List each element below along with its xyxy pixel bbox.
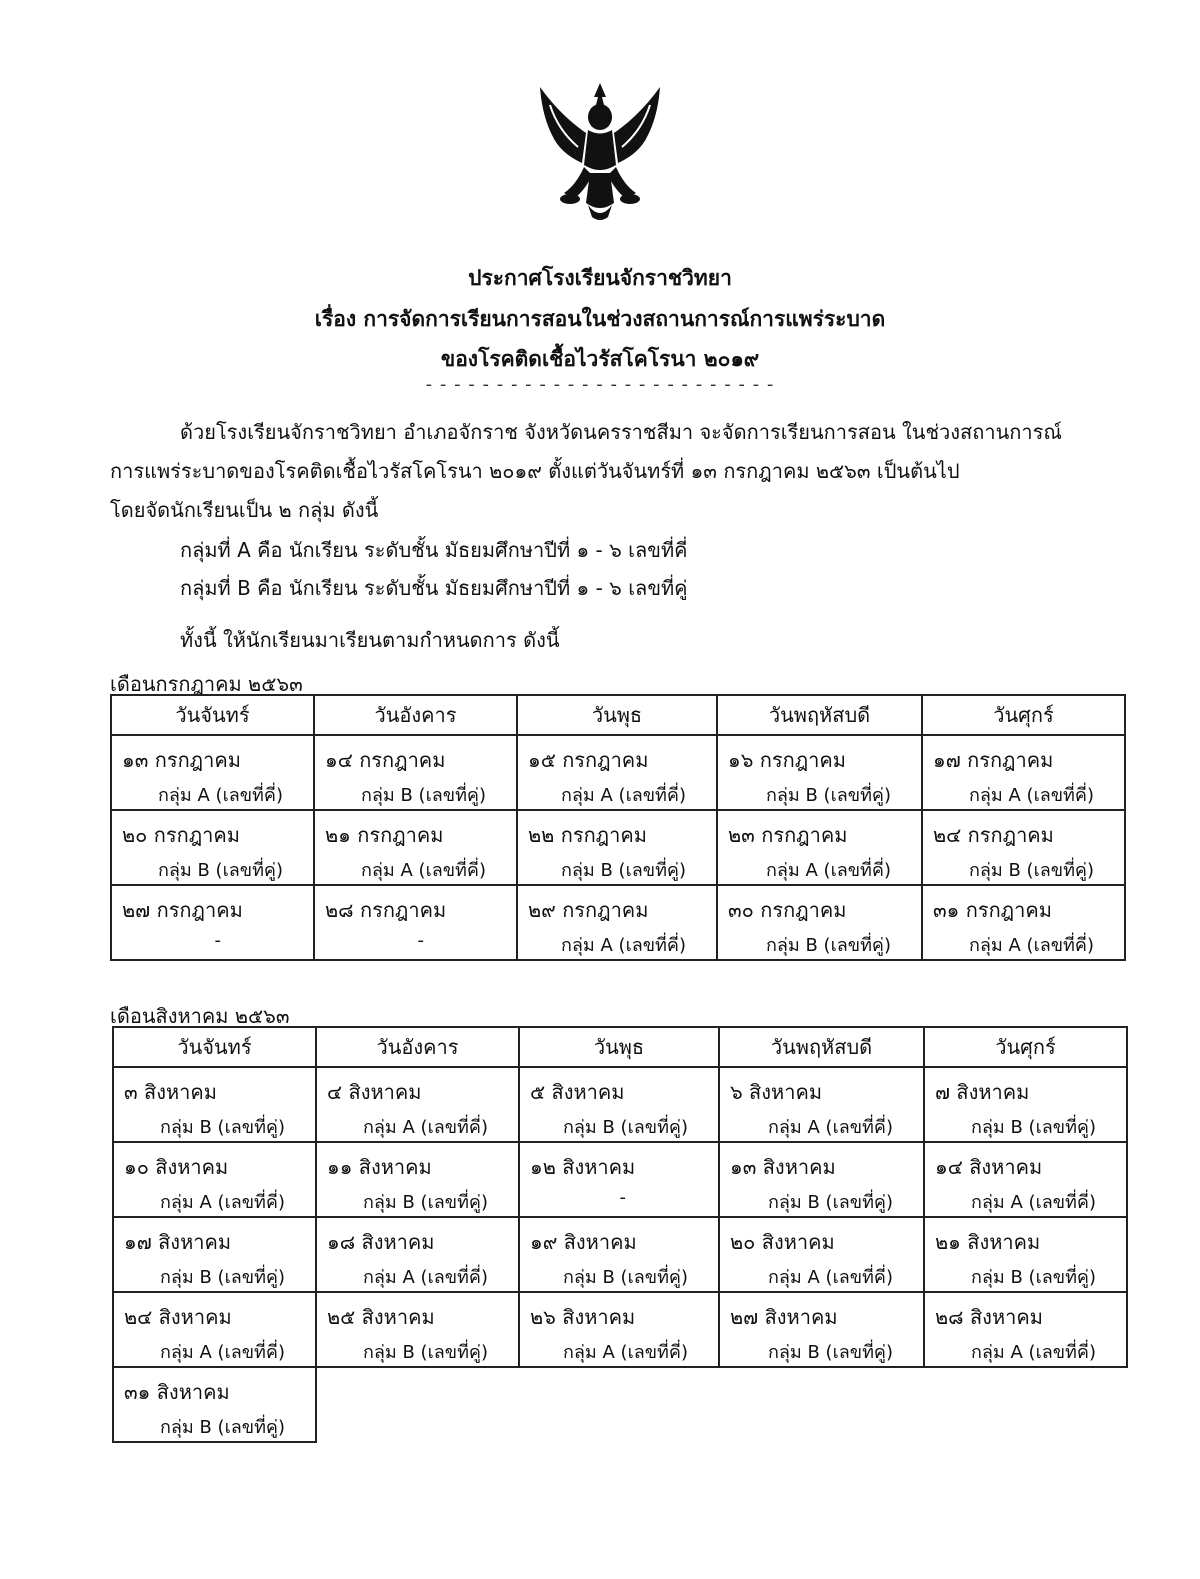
- schedule-cell: [316, 1142, 519, 1217]
- divider: - - - - - - - - - - - - - - - - - - - - - - - - -: [425, 374, 775, 395]
- schedule-cell: [316, 1292, 519, 1367]
- cell-date: ๒๘ กรกฎาคม: [325, 898, 447, 922]
- schedule-cell: [113, 1067, 316, 1142]
- cell-date: ๑๐ สิงหาคม: [124, 1155, 229, 1179]
- cell-group: กลุ่ม A (เลขที่คี่): [160, 1342, 285, 1363]
- no-class-marker: -: [214, 930, 221, 951]
- cell-date: ๒๐ สิงหาคม: [730, 1230, 835, 1254]
- cell-group: กลุ่ม B (เลขที่คู่): [360, 785, 486, 806]
- july-label: เดือนกรกฎาคม ๒๕๖๓: [110, 672, 303, 696]
- schedule-cell: [717, 735, 922, 810]
- cell-date: ๒๓ กรกฎาคม: [728, 823, 848, 847]
- cell-date: ๒๔ กรกฎาคม: [933, 823, 1054, 847]
- schedule-cell: [111, 810, 314, 885]
- cell-date: ๒๙ กรกฎาคม: [528, 898, 649, 922]
- cell-group: กลุ่ม A (เลขที่คี่): [561, 935, 686, 956]
- table-row: [113, 1292, 1127, 1367]
- schedule-cell: [922, 735, 1125, 810]
- schedule-cell: [517, 810, 717, 885]
- cell-date: ๔ สิงหาคม: [327, 1080, 422, 1104]
- cell-group: กลุ่ม B (เลขที่คู่): [970, 1117, 1096, 1138]
- august-schedule-table: [112, 1026, 1128, 1443]
- schedule-cell: [519, 1292, 719, 1367]
- cell-group: กลุ่ม B (เลขที่คู่): [157, 860, 283, 881]
- empty-cell: [719, 1367, 924, 1442]
- cell-group: กลุ่ม B (เลขที่คู่): [159, 1267, 285, 1288]
- cell-group: กลุ่ม A (เลขที่คี่): [969, 935, 1094, 956]
- cell-date: ๑๔ สิงหาคม: [935, 1155, 1043, 1179]
- table-row: [113, 1217, 1127, 1292]
- table-row: [113, 1142, 1127, 1217]
- schedule-cell: [922, 885, 1125, 960]
- paragraph-line-2: การแพร่ระบาดของโรคติดเชื้อไวรัสโคโรนา ๒๐๑๙ ตั้งแต่วันจันทร์ที่ ๑๓ กรกฎาคม ๒๕๖๓ เป็นต้นไป: [110, 459, 960, 483]
- header-tuesday: วันอังคาร: [316, 1027, 519, 1067]
- schedule-cell: [719, 1142, 924, 1217]
- header-wednesday: วันพุธ: [517, 695, 717, 735]
- schedule-cell: [924, 1292, 1127, 1367]
- header-friday: วันศุกร์: [922, 695, 1125, 735]
- cell-group: กลุ่ม A (เลขที่คี่): [158, 785, 283, 806]
- announcement-subject-cont: ของโรคติดเชื้อไวรัสโคโรนา ๒๐๑๙: [440, 347, 760, 371]
- cell-group: กลุ่ม A (เลขที่คี่): [563, 1342, 688, 1363]
- cell-date: ๑๓ สิงหาคม: [730, 1155, 836, 1179]
- cell-date: ๕ สิงหาคม: [530, 1080, 625, 1104]
- schedule-cell: [113, 1292, 316, 1367]
- cell-date: ๑๓ กรกฎาคม: [122, 748, 241, 772]
- schedule-cell: [719, 1217, 924, 1292]
- cell-date: ๑๗ กรกฎาคม: [933, 748, 1054, 772]
- schedule-cell: [717, 810, 922, 885]
- group-a-definition: กลุ่มที่ A คือ นักเรียน ระดับชั้น มัธยมศึกษาปีที่ ๑ - ๖ เลขที่คี่: [180, 538, 688, 562]
- header-wednesday: วันพุธ: [519, 1027, 719, 1067]
- schedule-cell: [113, 1217, 316, 1292]
- schedule-cell: [314, 810, 517, 885]
- schedule-cell: [924, 1142, 1127, 1217]
- cell-date: ๒๒ กรกฎาคม: [528, 823, 647, 847]
- table-row: [111, 735, 1125, 810]
- cell-group: กลุ่ม A (เลขที่คี่): [160, 1192, 285, 1213]
- cell-group: กลุ่ม A (เลขที่คี่): [363, 1117, 488, 1138]
- august-label: เดือนสิงหาคม ๒๕๖๓: [110, 1004, 290, 1028]
- cell-date: ๑๘ สิงหาคม: [327, 1230, 435, 1254]
- schedule-cell: [113, 1142, 316, 1217]
- schedule-cell: [519, 1217, 719, 1292]
- cell-date: ๖ สิงหาคม: [730, 1080, 823, 1104]
- schedule-cell: [517, 885, 717, 960]
- cell-date: ๑๒ สิงหาคม: [530, 1155, 636, 1179]
- announcement-subject: เรื่อง การจัดการเรียนการสอนในช่วงสถานการณ์การแพร่ระบาด: [314, 307, 886, 331]
- cell-date: ๓๑ กรกฎาคม: [933, 898, 1052, 922]
- schedule-cell: [517, 735, 717, 810]
- schedule-cell: [719, 1292, 924, 1367]
- paragraph-line-3: โดยจัดนักเรียนเป็น ๒ กลุ่ม ดังนี้: [110, 498, 379, 522]
- schedule-cell: [924, 1217, 1127, 1292]
- cell-group: กลุ่ม A (เลขที่คี่): [768, 1267, 893, 1288]
- table-header-row: [111, 695, 1125, 735]
- cell-group: กลุ่ม B (เลขที่คู่): [765, 785, 891, 806]
- schedule-cell: [316, 1217, 519, 1292]
- empty-cell: [519, 1367, 719, 1442]
- cell-date: ๑๗ สิงหาคม: [124, 1230, 232, 1254]
- schedule-cell: [314, 885, 517, 960]
- schedule-cell: [519, 1067, 719, 1142]
- empty-cell: [924, 1367, 1127, 1442]
- cell-group: กลุ่ม A (เลขที่คี่): [766, 860, 891, 881]
- no-class-marker: -: [619, 1187, 626, 1208]
- cell-group: กลุ่ม A (เลขที่คี่): [361, 860, 486, 881]
- cell-date: ๑๑ สิงหาคม: [327, 1155, 432, 1179]
- schedule-cell: [719, 1067, 924, 1142]
- cell-date: ๒๕ สิงหาคม: [327, 1305, 435, 1329]
- cell-group: กลุ่ม B (เลขที่คู่): [767, 1342, 893, 1363]
- cell-group: กลุ่ม B (เลขที่คู่): [767, 1192, 893, 1213]
- header-thursday: วันพฤหัสบดี: [717, 695, 922, 735]
- cell-group: กลุ่ม A (เลขที่คี่): [971, 1342, 1096, 1363]
- cell-group: กลุ่ม B (เลขที่คู่): [159, 1417, 285, 1438]
- cell-date: ๒๑ สิงหาคม: [935, 1230, 1041, 1254]
- cell-date: ๒๑ กรกฎาคม: [325, 823, 444, 847]
- table-row: [111, 885, 1125, 960]
- cell-date: ๗ สิงหาคม: [935, 1080, 1030, 1104]
- cell-group: กลุ่ม B (เลขที่คู่): [970, 1267, 1096, 1288]
- cell-date: ๒๖ สิงหาคม: [530, 1305, 636, 1329]
- cell-group: กลุ่ม B (เลขที่คู่): [968, 860, 1094, 881]
- group-b-definition: กลุ่มที่ B คือ นักเรียน ระดับชั้น มัธยมศึกษาปีที่ ๑ - ๖ เลขที่คู่: [180, 576, 688, 600]
- header-tuesday: วันอังคาร: [314, 695, 517, 735]
- cell-group: กลุ่ม B (เลขที่คู่): [362, 1192, 488, 1213]
- garuda-emblem-icon: [530, 75, 670, 225]
- schedule-intro: ทั้งนี้ ให้นักเรียนมาเรียนตามกำหนดการ ดังนี้: [180, 628, 560, 652]
- empty-cell: [316, 1367, 519, 1442]
- table-row: [113, 1067, 1127, 1142]
- cell-date: ๓ สิงหาคม: [124, 1080, 217, 1104]
- cell-date: ๑๔ กรกฎาคม: [325, 748, 446, 772]
- cell-date: ๒๐ กรกฎาคม: [122, 823, 240, 847]
- header-friday: วันศุกร์: [924, 1027, 1127, 1067]
- schedule-cell: [924, 1067, 1127, 1142]
- schedule-cell: [717, 885, 922, 960]
- schedule-cell: [316, 1067, 519, 1142]
- header-monday: วันจันทร์: [113, 1027, 316, 1067]
- cell-group: กลุ่ม B (เลขที่คู่): [562, 1117, 688, 1138]
- header-thursday: วันพฤหัสบดี: [719, 1027, 924, 1067]
- schedule-cell: [111, 885, 314, 960]
- cell-date: ๑๕ กรกฎาคม: [528, 748, 649, 772]
- cell-group: กลุ่ม A (เลขที่คี่): [561, 785, 686, 806]
- july-schedule-table: [110, 694, 1126, 961]
- cell-date: ๑๙ สิงหาคม: [530, 1230, 637, 1254]
- announcement-title: ประกาศโรงเรียนจักราชวิทยา: [468, 266, 732, 290]
- table-row: [111, 810, 1125, 885]
- table-header-row: [113, 1027, 1127, 1067]
- schedule-cell: [922, 810, 1125, 885]
- cell-date: ๑๖ กรกฎาคม: [728, 748, 846, 772]
- cell-date: ๓๐ กรกฎาคม: [728, 898, 847, 922]
- table-row: [113, 1367, 1127, 1442]
- cell-date: ๒๗ กรกฎาคม: [122, 898, 243, 922]
- cell-date: ๒๔ สิงหาคม: [124, 1305, 232, 1329]
- cell-group: กลุ่ม A (เลขที่คี่): [363, 1267, 488, 1288]
- cell-group: กลุ่ม A (เลขที่คี่): [969, 785, 1094, 806]
- header-monday: วันจันทร์: [111, 695, 314, 735]
- schedule-cell: [113, 1367, 316, 1442]
- schedule-cell: [111, 735, 314, 810]
- paragraph-line-1: ด้วยโรงเรียนจักราชวิทยา อำเภอจักราช จังหวัดนครราชสีมา จะจัดการเรียนการสอน ในช่วงสถานการณ์: [180, 420, 1062, 444]
- cell-group: กลุ่ม A (เลขที่คี่): [768, 1117, 893, 1138]
- cell-date: ๒๘ สิงหาคม: [935, 1305, 1043, 1329]
- cell-group: กลุ่ม B (เลขที่คู่): [159, 1117, 285, 1138]
- schedule-cell: [314, 735, 517, 810]
- cell-group: กลุ่ม B (เลขที่คู่): [562, 1267, 688, 1288]
- schedule-cell: [519, 1142, 719, 1217]
- cell-group: กลุ่ม B (เลขที่คู่): [765, 935, 891, 956]
- cell-group: กลุ่ม B (เลขที่คู่): [362, 1342, 488, 1363]
- cell-group: กลุ่ม B (เลขที่คู่): [560, 860, 686, 881]
- cell-date: ๒๗ สิงหาคม: [730, 1305, 838, 1329]
- cell-group: กลุ่ม A (เลขที่คี่): [971, 1192, 1096, 1213]
- no-class-marker: -: [417, 930, 424, 951]
- cell-date: ๓๑ สิงหาคม: [124, 1380, 230, 1404]
